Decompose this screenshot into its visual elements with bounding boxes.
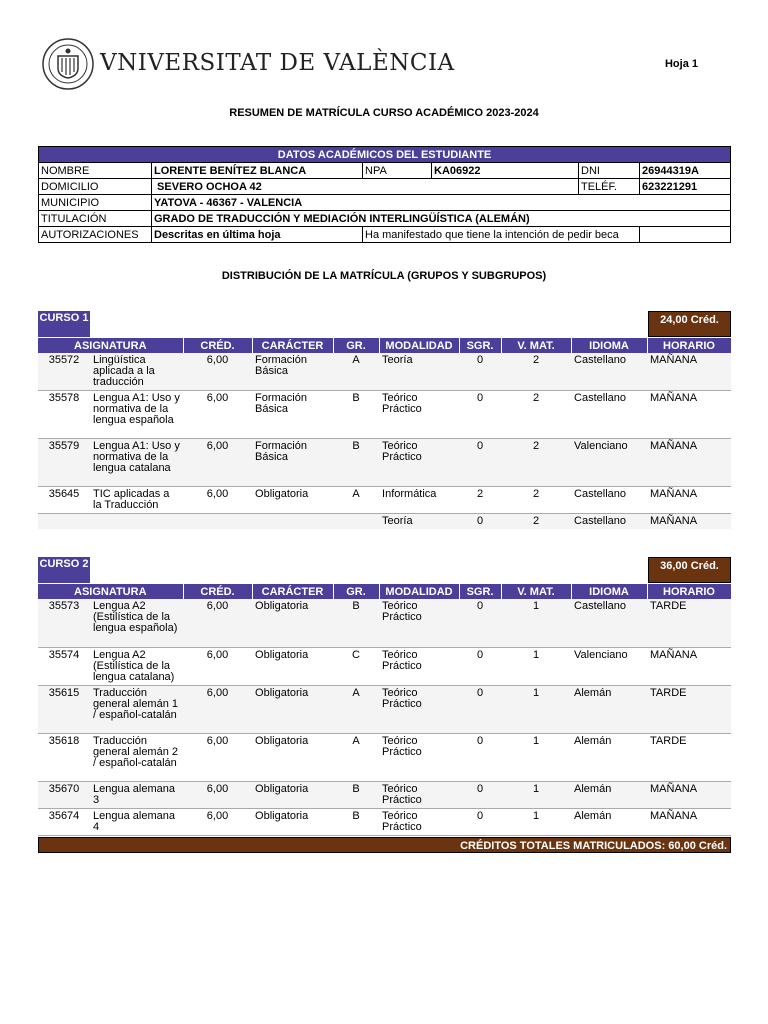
col-sgr: SGR. xyxy=(459,338,501,353)
subject-language: Castellano xyxy=(571,353,647,391)
subject-code: 35674 xyxy=(38,808,90,835)
telef-value: 623221291 xyxy=(640,179,731,195)
table-row xyxy=(38,439,731,487)
subject-language: Castellano xyxy=(571,599,647,647)
subject-group: B xyxy=(333,439,379,487)
subject-vmat: 2 xyxy=(501,391,571,439)
subject-vmat: 1 xyxy=(501,647,571,685)
subject-vmat: 2 xyxy=(501,514,571,530)
subject-credits: 6,00 xyxy=(183,808,252,835)
nombre-label: NOMBRE xyxy=(39,163,152,179)
page-title: RESUMEN DE MATRÍCULA CURSO ACADÉMICO 2023-2024 xyxy=(229,107,539,119)
subject-code: 35615 xyxy=(38,685,90,733)
subject-language: Alemán xyxy=(571,808,647,835)
subject-credits: 6,00 xyxy=(183,733,252,781)
subject-vmat: 1 xyxy=(501,808,571,835)
subject-schedule: TARDE xyxy=(647,685,731,733)
student-section-title: DATOS ACADÉMICOS DEL ESTUDIANTE xyxy=(39,147,731,163)
subject-modality: Teórico Práctico xyxy=(379,599,459,647)
subject-code: 35670 xyxy=(38,781,90,808)
subject-credits: 6,00 xyxy=(183,647,252,685)
subject-group: A xyxy=(333,733,379,781)
subject-type: Obligatoria xyxy=(252,599,333,647)
subject-vmat: 2 xyxy=(501,439,571,487)
subject-name: Lengua A1: Uso y normativa de la lengua catalana xyxy=(90,439,183,487)
col-vmat: V. MAT. xyxy=(501,338,571,353)
subject-code: 35578 xyxy=(38,391,90,439)
course-credits: 36,00 Créd. xyxy=(648,557,731,583)
subject-schedule: MAÑANA xyxy=(647,514,731,530)
subject-modality: Teórico Práctico xyxy=(379,781,459,808)
course-1-subjects-table xyxy=(38,338,732,529)
subject-modality: Teórico Práctico xyxy=(379,808,459,835)
col-idioma: IDIOMA xyxy=(571,338,647,353)
subject-credits: 6,00 xyxy=(183,439,252,487)
col-asignatura: ASIGNATURA xyxy=(38,338,183,353)
subject-modality: Teórico Práctico xyxy=(379,391,459,439)
dni-value: 26944319A xyxy=(640,163,731,179)
subject-group xyxy=(333,514,379,530)
subject-credits: 6,00 xyxy=(183,391,252,439)
university-logo xyxy=(42,38,455,90)
subject-type xyxy=(252,514,333,530)
subject-group: B xyxy=(333,599,379,647)
subject-schedule: MAÑANA xyxy=(647,487,731,514)
subject-subgroup: 0 xyxy=(459,685,501,733)
student-data-table xyxy=(38,146,731,243)
col-asignatura: ASIGNATURA xyxy=(38,584,183,599)
subject-schedule: MAÑANA xyxy=(647,781,731,808)
subject-modality: Teórico Práctico xyxy=(379,685,459,733)
subject-name: Lingüística aplicada a la traducción xyxy=(90,353,183,391)
npa-value: KA06922 xyxy=(432,163,579,179)
subject-type: Obligatoria xyxy=(252,487,333,514)
subject-subgroup: 0 xyxy=(459,353,501,391)
subject-language: Valenciano xyxy=(571,647,647,685)
col-horario: HORARIO xyxy=(647,338,731,353)
subject-schedule: MAÑANA xyxy=(647,391,731,439)
subject-modality: Teórico Práctico xyxy=(379,647,459,685)
table-row xyxy=(38,685,731,733)
subject-type: Formación Básica xyxy=(252,391,333,439)
subject-language: Castellano xyxy=(571,514,647,530)
course-badge: CURSO 2 xyxy=(38,557,90,583)
subject-vmat: 1 xyxy=(501,599,571,647)
subject-name: Lengua alemana 3 xyxy=(90,781,183,808)
table-row xyxy=(38,514,731,530)
subject-modality: Teórico Práctico xyxy=(379,439,459,487)
subject-type: Obligatoria xyxy=(252,808,333,835)
municipio-value: YATOVA - 46367 - VALENCIA xyxy=(152,195,731,211)
subject-credits: 6,00 xyxy=(183,353,252,391)
subject-code xyxy=(38,514,90,530)
municipio-label: MUNICIPIO xyxy=(39,195,152,211)
subject-subgroup: 0 xyxy=(459,781,501,808)
subject-language: Valenciano xyxy=(571,439,647,487)
subject-group: B xyxy=(333,391,379,439)
subject-code: 35573 xyxy=(38,599,90,647)
subject-language: Alemán xyxy=(571,781,647,808)
total-credits-bar: CRÉDITOS TOTALES MATRICULADOS: 60,00 Créd. xyxy=(38,837,731,853)
subject-type: Formación Básica xyxy=(252,353,333,391)
distribution-title: DISTRIBUCIÓN DE LA MATRÍCULA (GRUPOS Y SUBGRUPOS) xyxy=(221,270,547,282)
subject-name: Traducción general alemán 1 / español-catalán xyxy=(90,685,183,733)
subject-subgroup: 0 xyxy=(459,599,501,647)
subject-group: A xyxy=(333,685,379,733)
subject-credits: 6,00 xyxy=(183,487,252,514)
subject-name: Lengua A1: Uso y normativa de la lengua española xyxy=(90,391,183,439)
col-horario: HORARIO xyxy=(647,584,731,599)
subject-schedule: TARDE xyxy=(647,733,731,781)
subject-language: Castellano xyxy=(571,391,647,439)
subject-name xyxy=(90,514,183,530)
subject-name: Lengua alemana 4 xyxy=(90,808,183,835)
titulacion-label: TITULACIÓN xyxy=(39,211,152,227)
table-row xyxy=(38,391,731,439)
dni-label: DNI xyxy=(579,163,640,179)
subject-type: Obligatoria xyxy=(252,733,333,781)
col-caracter: CARÁCTER xyxy=(252,584,333,599)
subject-type: Obligatoria xyxy=(252,647,333,685)
domicilio-label: DOMICILIO xyxy=(39,179,152,195)
subject-subgroup: 0 xyxy=(459,647,501,685)
subject-vmat: 1 xyxy=(501,685,571,733)
subject-vmat: 2 xyxy=(501,487,571,514)
subject-subgroup: 2 xyxy=(459,487,501,514)
subject-type: Obligatoria xyxy=(252,781,333,808)
sheet-number: Hoja 1 xyxy=(664,58,698,70)
npa-label: NPA xyxy=(363,163,432,179)
subject-group: A xyxy=(333,487,379,514)
table-row xyxy=(38,487,731,514)
table-row xyxy=(38,353,731,391)
subject-subgroup: 0 xyxy=(459,439,501,487)
subject-code: 35579 xyxy=(38,439,90,487)
subject-group: B xyxy=(333,808,379,835)
table-header xyxy=(38,584,731,599)
subject-code: 35572 xyxy=(38,353,90,391)
table-row xyxy=(38,599,731,647)
subject-name: Lengua A2 (Estilística de la lengua española) xyxy=(90,599,183,647)
subject-language: Alemán xyxy=(571,685,647,733)
table-row xyxy=(38,808,731,835)
subject-group: A xyxy=(333,353,379,391)
subject-modality: Informática xyxy=(379,487,459,514)
subject-subgroup: 0 xyxy=(459,391,501,439)
table-row xyxy=(38,733,731,781)
subject-modality: Teoría xyxy=(379,514,459,530)
subject-credits: 6,00 xyxy=(183,781,252,808)
col-modalidad: MODALIDAD xyxy=(379,338,459,353)
col-sgr: SGR. xyxy=(459,584,501,599)
col-vmat: V. MAT. xyxy=(501,584,571,599)
col-modalidad: MODALIDAD xyxy=(379,584,459,599)
col-gr: GR. xyxy=(333,338,379,353)
titulacion-value: GRADO DE TRADUCCIÓN Y MEDIACIÓN INTERLINGÜÍSTICA (ALEMÁN) xyxy=(152,211,731,227)
table-header xyxy=(38,338,731,353)
university-name: VNIVERSITAT DE VALÈNCIA xyxy=(100,50,455,76)
subject-modality: Teórico Práctico xyxy=(379,733,459,781)
subject-vmat: 1 xyxy=(501,781,571,808)
subject-vmat: 1 xyxy=(501,733,571,781)
subject-code: 35645 xyxy=(38,487,90,514)
subject-credits: 6,00 xyxy=(183,685,252,733)
subject-code: 35618 xyxy=(38,733,90,781)
subject-schedule: MAÑANA xyxy=(647,647,731,685)
col-cred: CRÉD. xyxy=(183,584,252,599)
subject-code: 35574 xyxy=(38,647,90,685)
telef-label: TELÉF. xyxy=(579,179,640,195)
col-gr: GR. xyxy=(333,584,379,599)
subject-schedule: TARDE xyxy=(647,599,731,647)
subject-group: B xyxy=(333,781,379,808)
course-2-subjects-table xyxy=(38,584,732,836)
subject-vmat: 2 xyxy=(501,353,571,391)
col-idioma: IDIOMA xyxy=(571,584,647,599)
subject-subgroup: 0 xyxy=(459,808,501,835)
subject-schedule: MAÑANA xyxy=(647,808,731,835)
university-seal-icon xyxy=(42,38,94,90)
course-badge: CURSO 1 xyxy=(38,311,90,337)
subject-subgroup: 0 xyxy=(459,514,501,530)
subject-name: Traducción general alemán 2 / español-catalán xyxy=(90,733,183,781)
table-row xyxy=(38,647,731,685)
subject-name: TIC aplicadas a la Traducción xyxy=(90,487,183,514)
empty-cell xyxy=(640,227,731,243)
col-cred: CRÉD. xyxy=(183,338,252,353)
autorizaciones-label: AUTORIZACIONES xyxy=(39,227,152,243)
subject-type: Formación Básica xyxy=(252,439,333,487)
col-caracter: CARÁCTER xyxy=(252,338,333,353)
table-row xyxy=(38,781,731,808)
autorizaciones-value: Descritas en última hoja xyxy=(152,227,363,243)
subject-credits xyxy=(183,514,252,530)
subject-credits: 6,00 xyxy=(183,599,252,647)
beca-note: Ha manifestado que tiene la intención de pedir beca xyxy=(363,227,640,243)
nombre-value: LORENTE BENÍTEZ BLANCA xyxy=(152,163,363,179)
subject-subgroup: 0 xyxy=(459,733,501,781)
domicilio-value: SEVERO OCHOA 42 xyxy=(152,179,579,195)
subject-group: C xyxy=(333,647,379,685)
subject-modality: Teoría xyxy=(379,353,459,391)
subject-schedule: MAÑANA xyxy=(647,439,731,487)
subject-name: Lengua A2 (Estilística de la lengua catalana) xyxy=(90,647,183,685)
subject-language: Alemán xyxy=(571,733,647,781)
course-credits: 24,00 Créd. xyxy=(648,311,731,337)
subject-language: Castellano xyxy=(571,487,647,514)
subject-schedule: MAÑANA xyxy=(647,353,731,391)
subject-type: Obligatoria xyxy=(252,685,333,733)
